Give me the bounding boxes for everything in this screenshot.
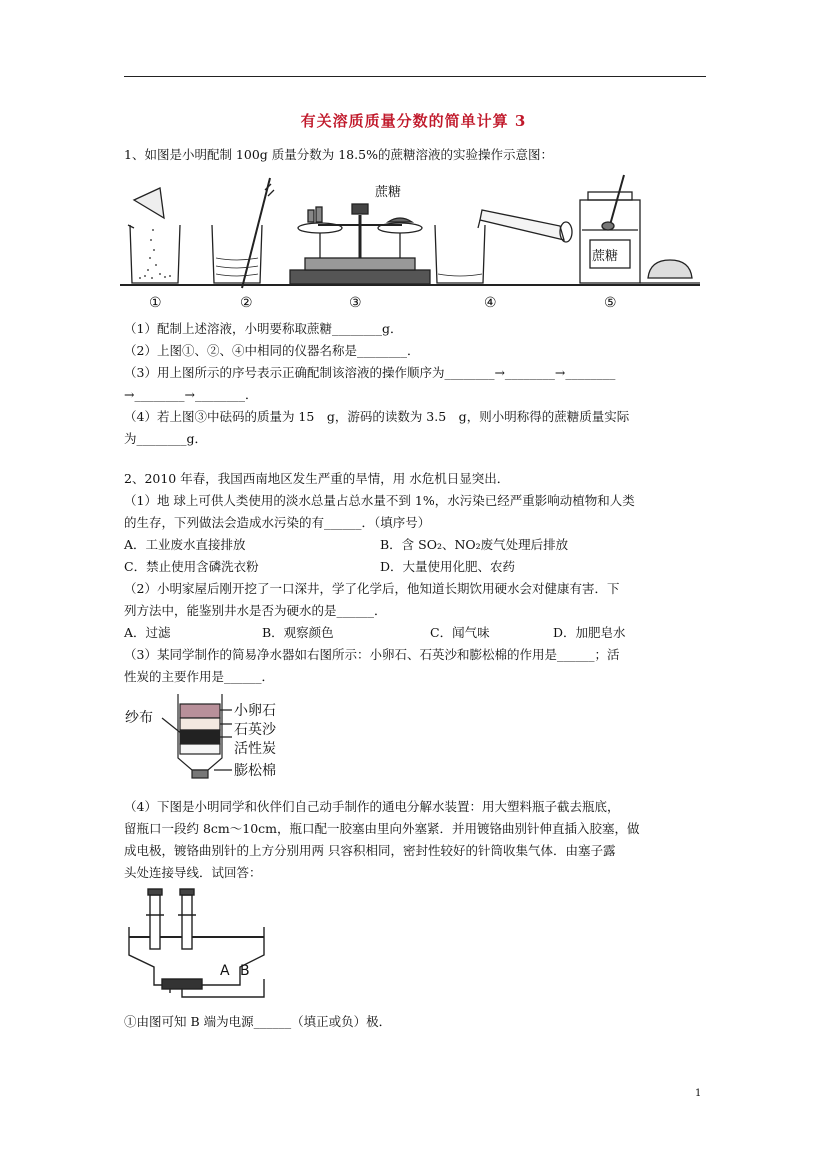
q1-stem: 1、如图是小明配制 100g 质量分数为 18.5%的蔗糖溶液的实验操作示意图： (124, 147, 553, 162)
stopper (648, 260, 692, 278)
q2-1-option-d: D．大量使用化肥、农药 (380, 559, 516, 574)
q2-part4-line2: 留瓶口一段约 8cm～10cm，瓶口配一胶塞由里向外塞紧．并用镀铬曲别针伸直插入胶塞，做 (124, 821, 640, 836)
q2-part3-line2: 性炭的主要作用是______． (124, 669, 275, 684)
q2-1-option-a: A．工业废水直接排放 (124, 537, 246, 552)
q2-part4-line4: 头处连接导线．试回答： (124, 865, 262, 880)
q2-2-option-d: D．加肥皂水 (553, 625, 626, 640)
q1-part3-line2: →________→________． (124, 387, 258, 402)
q2-stem: 2、2010 年春，我国西南地区发生严重的旱情，用 水危机日显突出． (124, 471, 510, 486)
q1-part1: （1）配制上述溶液，小明要称取蔗糖________g． (124, 321, 403, 336)
sugar-label: 蔗糖 (375, 185, 402, 200)
q2-part4-line1: （4）下图是小明同学和伙伴们自己动手制作的通电分解水装置：用大塑料瓶子截去瓶底， (124, 799, 620, 814)
q2-2-option-b: B．观察颜色 (262, 625, 334, 640)
sugar-jar-label: 蔗糖 (592, 249, 619, 264)
fig-label-5: ⑤ (604, 295, 617, 311)
water-filter-figure (122, 690, 292, 785)
filter-label-quartz: 石英沙 (234, 722, 276, 738)
q1-part4-line1: （4）若上图③中砝码的质量为 15 g，游码的读数为 3.5 g，则小明称得的蔗糖质量实际 (124, 409, 630, 424)
q2-part2-line2: 列方法中，能鉴别井水是否为硬水的是______． (124, 603, 387, 618)
electrode-label-b: B (240, 963, 250, 979)
balance-scale (290, 204, 430, 284)
q1-part3-line1: （3）用上图所示的序号表示正确配制该溶液的操作顺序为________→________→________ (124, 365, 616, 380)
filter-label-cotton: 膨松棉 (234, 763, 276, 779)
glass-rod (242, 178, 270, 288)
q2-1-option-b: B．含 SO₂、NO₂废气处理后排放 (380, 537, 569, 552)
q2-part4-line3: 成电极，镀铬曲别针的上方分别用两 只容积相同，密封性较好的针筒收集气体．由塞子露 (124, 843, 616, 858)
electrolysis-figure (124, 885, 274, 1005)
filter-label-charcoal: 活性炭 (234, 741, 276, 757)
page-number: 1 (695, 1088, 702, 1099)
q1-part4-line2: 为________g． (124, 431, 208, 446)
q2-part4-question1: ①由图可知 B 端为电源______（填正或负）极． (124, 1014, 392, 1029)
beaker-4 (435, 225, 485, 283)
fig-label-4: ④ (484, 295, 497, 311)
q2-part3-line1: （3）某同学制作的简易净水器如右图所示：小卵石、石英沙和膨松棉的作用是______；活 (124, 647, 620, 662)
page-title: 有关溶质质量分数的简单计算 3 (300, 112, 527, 130)
q2-2-option-c: C．闻气味 (430, 625, 490, 640)
weighing-paper (134, 188, 164, 218)
fig-label-3: ③ (349, 295, 362, 311)
header-rule (124, 76, 706, 77)
cloth-label: 纱布 (125, 710, 153, 726)
q2-part2-line1: （2）小明家屋后刚开挖了一口深井，学了化学后，他知道长期饮用硬水会对健康有害．下 (124, 581, 620, 596)
measuring-cylinder (480, 210, 564, 240)
fig-label-1: ① (149, 295, 162, 311)
q1-part2: （2）上图①、②、④中相同的仪器名称是________． (124, 343, 420, 358)
q2-part1-line2: 的生存，下列做法会造成水污染的有______．（填序号） (124, 515, 431, 530)
q2-part1-line1: （1）地 球上可供人类使用的淡水总量占总水量不到 1%，水污染已经严重影响动植物和人类 (124, 493, 635, 508)
beaker-1 (130, 225, 180, 283)
q2-1-option-c: C．禁止使用含磷洗衣粉 (124, 559, 259, 574)
fig-label-2: ② (240, 295, 253, 311)
filter-label-pebbles: 小卵石 (234, 703, 276, 719)
electrode-label-a: A (220, 963, 230, 979)
q2-2-option-a: A．过滤 (124, 625, 171, 640)
